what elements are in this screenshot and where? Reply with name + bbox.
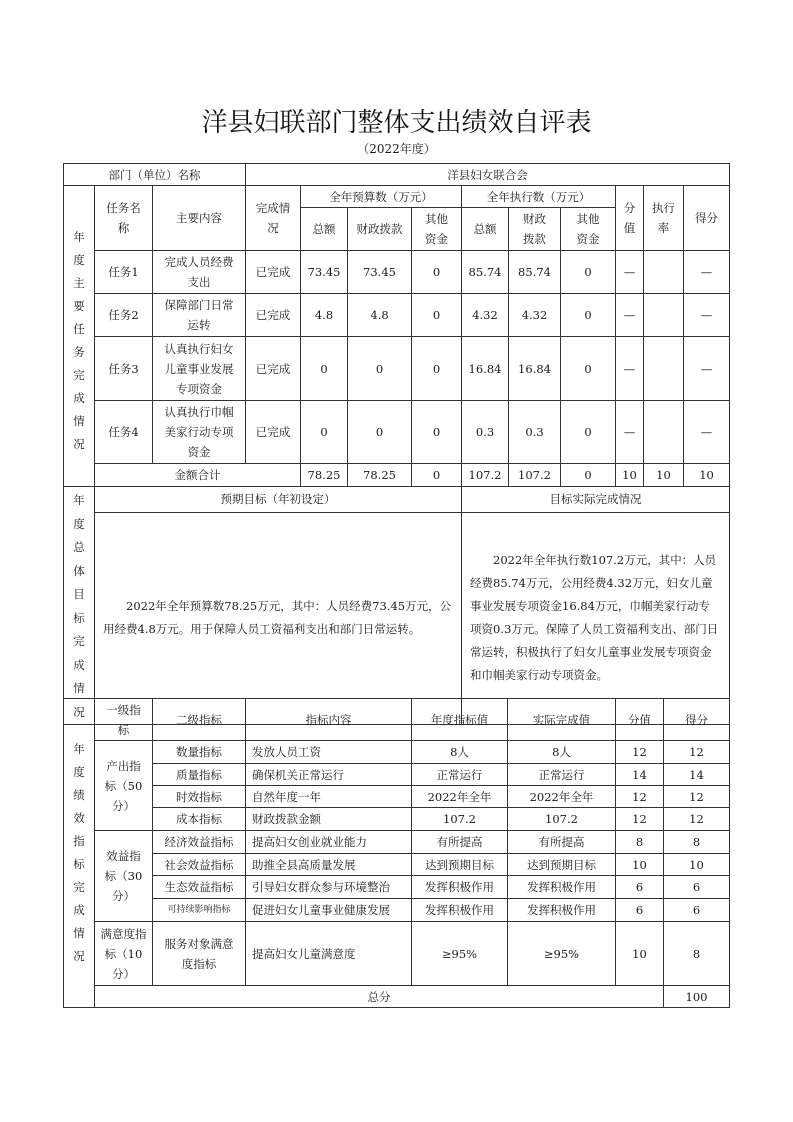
- budget-fiscal: 73.45: [348, 251, 412, 294]
- kpi-actual: 发挥积极作用: [508, 876, 616, 899]
- kpi-level2: 可持续影响指标: [153, 899, 246, 922]
- kpi-content: 自然年度一年: [246, 786, 412, 808]
- budget-fiscal: 0: [348, 401, 412, 464]
- budget-total: 73.45: [301, 251, 348, 294]
- kpi-side-label: 年度绩效指标完成情况: [64, 699, 95, 1008]
- kpi-row: [64, 741, 730, 764]
- task-content: 认真执行巾帼美家行动专项资金: [153, 401, 246, 464]
- exec-total: 16.84: [462, 337, 509, 401]
- kpi-score: 6: [664, 899, 730, 922]
- kpi-score: 6: [664, 876, 730, 899]
- page-title: 洋县妇联部门整体支出绩效自评表: [201, 108, 592, 138]
- total-score: 10: [684, 464, 730, 487]
- exec-fiscal: 85.74: [509, 251, 561, 294]
- kpi-row: [64, 764, 730, 786]
- kpi-target: 107.2: [412, 808, 508, 831]
- exec-total: 85.74: [462, 251, 509, 294]
- kpi-score-value: 10: [616, 922, 664, 986]
- kpi-target: 8人: [412, 741, 508, 764]
- task-content: 保障部门日常运转: [153, 294, 246, 337]
- kpi-row: [64, 876, 730, 899]
- exec-fiscal: 16.84: [509, 337, 561, 401]
- kpi-content: 发放人员工资: [246, 741, 412, 764]
- score-value: —: [616, 251, 644, 294]
- header-target: 年度指标值: [412, 699, 508, 741]
- exec-rate: [644, 251, 684, 294]
- kpi-total-label: 总分: [95, 986, 664, 1008]
- total-budget-total: 78.25: [301, 464, 348, 487]
- header-task-name: 任务名称: [95, 186, 153, 251]
- kpi-score-value: 14: [616, 764, 664, 786]
- header-exec-total: 总额: [462, 208, 509, 251]
- kpi-score-value: 6: [616, 876, 664, 899]
- exec-rate: [644, 294, 684, 337]
- task-row: [64, 294, 730, 337]
- total-row: [64, 464, 730, 487]
- tasks-side-label: 年度主要任务完成情况: [64, 186, 95, 487]
- kpi-level2: 经济效益指标: [153, 831, 246, 854]
- kpi-content: 促进妇女儿童事业健康发展: [246, 899, 412, 922]
- kpi-target: 正常运行: [412, 764, 508, 786]
- kpi-score-value: 6: [616, 899, 664, 922]
- kpi-target: 发挥积极作用: [412, 876, 508, 899]
- kpi-level2: 成本指标: [153, 808, 246, 831]
- kpi-row: [64, 854, 730, 876]
- kpi-content: 财政拨款金额: [246, 808, 412, 831]
- header-budget-other: 其他资金: [412, 208, 462, 251]
- department-value: 洋县妇女联合会: [246, 164, 730, 186]
- expected-text: 2022年全年预算数78.25万元，其中：人员经费73.45万元，公用经费4.8万元。用于保障人员工资福利支出和部门日常运转。: [95, 512, 462, 724]
- kpi-score-value: 12: [616, 808, 664, 831]
- kpi-level2: 时效指标: [153, 786, 246, 808]
- kpi-score-value: 12: [616, 741, 664, 764]
- kpi-actual: 有所提高: [508, 831, 616, 854]
- kpi-level2: 服务对象满意度指标: [153, 922, 246, 986]
- budget-total: 0: [301, 337, 348, 401]
- total-exec-rate: 10: [644, 464, 684, 487]
- kpi-score: 12: [664, 786, 730, 808]
- task-name: 任务2: [95, 294, 153, 337]
- kpi-actual: ≥95%: [508, 922, 616, 986]
- score: —: [684, 401, 730, 464]
- kpi-score-value: 8: [616, 831, 664, 854]
- total-exec-other: 0: [561, 464, 616, 487]
- score: —: [684, 294, 730, 337]
- exec-rate: [644, 401, 684, 464]
- kpi-level2: 社会效益指标: [153, 854, 246, 876]
- department-label: 部门（单位）名称: [64, 164, 246, 186]
- actual-header: 目标实际完成情况: [462, 487, 730, 513]
- score-value: —: [616, 401, 644, 464]
- kpi-content: 确保机关正常运行: [246, 764, 412, 786]
- header-score: 得分: [684, 186, 730, 251]
- goals-table: [63, 486, 730, 725]
- header-exec-rate: 执行率: [644, 186, 684, 251]
- kpi-content: 提高妇女创业就业能力: [246, 831, 412, 854]
- kpi-target: 2022年全年: [412, 786, 508, 808]
- budget-other: 0: [412, 251, 462, 294]
- task-status: 已完成: [246, 251, 301, 294]
- task-name: 任务4: [95, 401, 153, 464]
- kpi-actual: 8人: [508, 741, 616, 764]
- total-exec-fiscal: 107.2: [509, 464, 561, 487]
- kpi-level1: 效益指标（30分）: [95, 831, 153, 922]
- header-budget-fiscal: 财政拨款: [348, 208, 412, 251]
- actual-text: 2022年全年执行数107.2万元，其中：人员经费85.74万元，公用经费4.32万元，妇女儿童事业发展专项资金16.84万元，巾帼美家行动专项资0.3万元。保障了人员工资福利支出、部门日常运转，积极执行了妇女儿童事业发展专项资金和巾帼美家行动专项资金。: [462, 512, 730, 724]
- score-value: —: [616, 294, 644, 337]
- task-status: 已完成: [246, 294, 301, 337]
- header-exec-other: 其他资金: [561, 208, 616, 251]
- kpi-level2: 质量指标: [153, 764, 246, 786]
- header-status: 完成情况: [246, 186, 301, 251]
- score: —: [684, 337, 730, 401]
- total-score-value: 10: [616, 464, 644, 487]
- budget-total: 4.8: [301, 294, 348, 337]
- exec-other: 0: [561, 251, 616, 294]
- kpi-score: 12: [664, 808, 730, 831]
- header-exec-group: 全年执行数（万元）: [462, 186, 616, 208]
- exec-fiscal: 0.3: [509, 401, 561, 464]
- kpi-level2: 生态效益指标: [153, 876, 246, 899]
- total-budget-other: 0: [412, 464, 462, 487]
- kpi-content: 引导妇女群众参与环境整治: [246, 876, 412, 899]
- task-row: [64, 337, 730, 401]
- kpi-row: [64, 786, 730, 808]
- exec-other: 0: [561, 401, 616, 464]
- budget-fiscal: 0: [348, 337, 412, 401]
- page-subtitle: （2022年度）: [357, 142, 436, 156]
- expected-header: 预期目标（年初设定）: [95, 487, 462, 513]
- header-score-value: 分值: [616, 186, 644, 251]
- header-budget-total: 总额: [301, 208, 348, 251]
- task-status: 已完成: [246, 337, 301, 401]
- task-name: 任务1: [95, 251, 153, 294]
- task-content: 认真执行妇女儿童事业发展专项资金: [153, 337, 246, 401]
- kpi-target: ≥95%: [412, 922, 508, 986]
- kpi-level2: 数量指标: [153, 741, 246, 764]
- kpi-row: [64, 899, 730, 922]
- kpi-level1: 满意度指标（10分）: [95, 922, 153, 986]
- kpi-target: 达到预期目标: [412, 854, 508, 876]
- header-score: 得分: [664, 699, 730, 741]
- kpi-score-value: 12: [616, 786, 664, 808]
- kpi-total-score-value: 100: [664, 986, 730, 1008]
- task-content: 完成人员经费支出: [153, 251, 246, 294]
- header-main-content: 主要内容: [153, 186, 246, 251]
- total-budget-fiscal: 78.25: [348, 464, 412, 487]
- task-status: 已完成: [246, 401, 301, 464]
- kpi-score: 10: [664, 854, 730, 876]
- total-label: 金额合计: [95, 464, 301, 487]
- kpi-row: [64, 831, 730, 854]
- tasks-table: [63, 163, 730, 487]
- budget-total: 0: [301, 401, 348, 464]
- exec-other: 0: [561, 294, 616, 337]
- kpi-actual: 107.2: [508, 808, 616, 831]
- header-level1: 一级指标: [95, 699, 153, 741]
- exec-fiscal: 4.32: [509, 294, 561, 337]
- kpi-row: [64, 922, 730, 986]
- task-name: 任务3: [95, 337, 153, 401]
- kpi-target: 发挥积极作用: [412, 899, 508, 922]
- kpi-score: 14: [664, 764, 730, 786]
- budget-other: 0: [412, 337, 462, 401]
- kpi-target: 有所提高: [412, 831, 508, 854]
- header-level2: 二级指标: [153, 699, 246, 741]
- kpi-content: 提高妇女儿童满意度: [246, 922, 412, 986]
- header-budget-group: 全年预算数（万元）: [301, 186, 462, 208]
- task-row: [64, 251, 730, 294]
- budget-other: 0: [412, 294, 462, 337]
- goals-side-label: 年度总体目标完成情况: [64, 487, 95, 725]
- kpi-row: [64, 808, 730, 831]
- exec-other: 0: [561, 337, 616, 401]
- task-row: [64, 401, 730, 464]
- kpi-actual: 发挥积极作用: [508, 899, 616, 922]
- kpi-level1: 产出指标（50分）: [95, 741, 153, 831]
- kpi-actual: 正常运行: [508, 764, 616, 786]
- kpi-score: 12: [664, 741, 730, 764]
- header-actual: 实际完成值: [508, 699, 616, 741]
- exec-total: 4.32: [462, 294, 509, 337]
- kpi-actual: 达到预期目标: [508, 854, 616, 876]
- kpi-score: 8: [664, 922, 730, 986]
- kpi-score: 8: [664, 831, 730, 854]
- kpi-actual: 2022年全年: [508, 786, 616, 808]
- score-value: —: [616, 337, 644, 401]
- exec-rate: [644, 337, 684, 401]
- header-content: 指标内容: [246, 699, 412, 741]
- kpi-score-value: 10: [616, 854, 664, 876]
- exec-total: 0.3: [462, 401, 509, 464]
- budget-fiscal: 4.8: [348, 294, 412, 337]
- score: —: [684, 251, 730, 294]
- header-score-value: 分值: [616, 699, 664, 741]
- header-exec-fiscal: 财政拨款: [509, 208, 561, 251]
- kpi-total-row: [64, 986, 730, 1008]
- kpi-table: [63, 698, 730, 1008]
- kpi-content: 助推全县高质量发展: [246, 854, 412, 876]
- total-exec-total: 107.2: [462, 464, 509, 487]
- budget-other: 0: [412, 401, 462, 464]
